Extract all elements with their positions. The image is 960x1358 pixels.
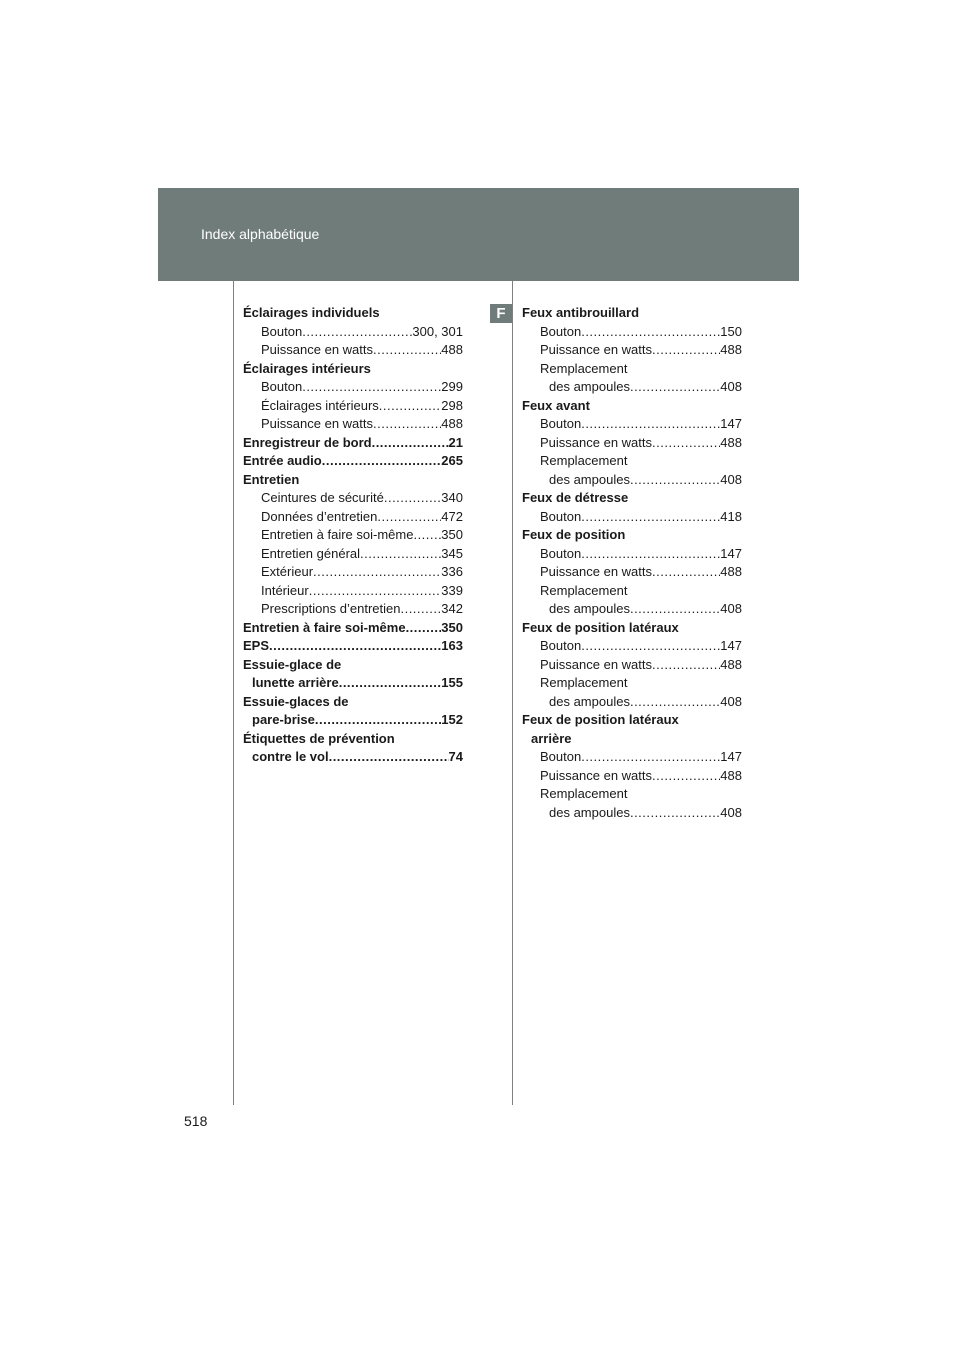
index-entry-page: 488 xyxy=(720,342,742,357)
index-entry-page: 74 xyxy=(448,749,463,764)
index-entry-page: 147 xyxy=(720,749,742,764)
index-entry-label: Essuie-glaces de xyxy=(243,693,349,709)
index-entry-label: Bouton xyxy=(540,749,582,764)
page-number: 518 xyxy=(184,1113,208,1129)
index-entry xyxy=(243,471,463,490)
index-entry xyxy=(243,656,463,675)
index-entry xyxy=(522,545,742,564)
index-entry-label: Bouton xyxy=(540,416,582,431)
index-entry xyxy=(522,767,742,786)
index-entry-leader xyxy=(630,693,720,712)
index-entry xyxy=(243,637,463,656)
index-entry-label: Feux de position xyxy=(522,527,626,542)
index-entry-label: Données d’entretien xyxy=(261,508,378,524)
index-entry xyxy=(522,693,742,712)
index-entry-label: Feux antibrouillard xyxy=(522,305,640,320)
index-entry-leader xyxy=(652,341,720,360)
index-entry-page: 345 xyxy=(441,545,463,561)
index-entry xyxy=(243,582,463,601)
index-entry xyxy=(243,600,463,619)
index-entry-leader xyxy=(413,526,441,545)
index-entry xyxy=(522,600,742,619)
index-entry-leader xyxy=(400,600,441,619)
index-entry-label: contre le vol xyxy=(252,749,329,764)
index-entry-page: 300, 301 xyxy=(412,323,463,339)
index-entry-leader xyxy=(329,748,449,767)
index-entry xyxy=(522,637,742,656)
index-entry-leader xyxy=(322,452,442,471)
index-entry-label: Éclairages individuels xyxy=(243,305,380,320)
index-entry-label: Puissance en watts xyxy=(540,342,653,357)
index-entry-page: 408 xyxy=(720,693,742,709)
index-entry xyxy=(243,304,463,323)
index-entry-leader xyxy=(302,323,412,342)
index-entry xyxy=(522,656,742,675)
index-entry-leader xyxy=(269,637,441,656)
index-entry-leader xyxy=(406,619,442,638)
index-entry xyxy=(522,434,742,453)
index-entry-label: des ampoules xyxy=(549,804,630,820)
index-entry-leader xyxy=(630,471,720,490)
index-entry-label: Bouton xyxy=(540,545,582,561)
index-entry-page: 298 xyxy=(441,397,463,413)
index-entry-page: 299 xyxy=(441,379,463,394)
index-entry xyxy=(522,508,742,527)
index-entry-leader xyxy=(360,545,441,564)
index-entry-page: 488 xyxy=(720,656,742,672)
index-entry xyxy=(522,785,742,804)
index-entry-label: Entrée audio xyxy=(243,453,322,468)
index-entry-page: 408 xyxy=(720,601,742,616)
index-entry-leader xyxy=(581,545,720,564)
index-entry-label: Puissance en watts xyxy=(540,767,653,783)
index-entry-label: Feux avant xyxy=(522,397,590,413)
index-entry-page: 152 xyxy=(441,712,463,727)
index-entry xyxy=(522,415,742,434)
index-entry-label: Entretien à faire soi-même xyxy=(261,527,414,542)
index-entry xyxy=(243,415,463,434)
index-entry-page: 488 xyxy=(441,416,463,431)
index-entry-page: 163 xyxy=(441,638,463,653)
index-entry-leader xyxy=(309,582,442,601)
right-column-rule xyxy=(512,281,513,1105)
index-entry xyxy=(243,748,463,767)
index-entry-page: 147 xyxy=(720,545,742,561)
index-entry-page: 488 xyxy=(720,767,742,783)
index-entry-label: Bouton xyxy=(540,508,582,524)
index-entry-label: Puissance en watts xyxy=(540,434,653,450)
index-entry-label: Remplacement xyxy=(540,786,628,801)
index-entry xyxy=(243,563,463,582)
index-entry-page: 350 xyxy=(441,527,463,542)
index-entry-label: Éclairages intérieurs xyxy=(261,397,379,413)
index-entry-leader xyxy=(630,600,720,619)
index-entry-label: Bouton xyxy=(540,323,582,339)
index-entry xyxy=(522,360,742,379)
index-entry xyxy=(243,434,463,453)
index-entry xyxy=(243,341,463,360)
index-entry-leader xyxy=(652,656,720,675)
index-entry-label: Bouton xyxy=(540,638,582,653)
index-entry-label: Enregistreur de bord xyxy=(243,434,372,450)
index-entry-leader xyxy=(581,508,720,527)
index-entry xyxy=(522,341,742,360)
index-entry xyxy=(243,674,463,693)
index-entry-label: arrière xyxy=(531,730,572,746)
index-entry xyxy=(522,489,742,508)
index-entry xyxy=(243,508,463,527)
index-entry-label: Remplacement xyxy=(540,453,628,468)
index-entry-label: pare-brise xyxy=(252,712,315,727)
index-entry-label: lunette arrière xyxy=(252,675,339,690)
index-entry-leader xyxy=(652,563,720,582)
index-entry-leader xyxy=(652,434,720,453)
index-entry-page: 350 xyxy=(441,619,463,635)
index-entry xyxy=(243,730,463,749)
index-entry-label: Éclairages intérieurs xyxy=(243,360,371,376)
index-entry xyxy=(522,730,742,749)
index-entry xyxy=(243,693,463,712)
index-entry-label: Puissance en watts xyxy=(261,416,374,431)
header-title: Index alphabétique xyxy=(201,226,320,242)
index-entry-label: Remplacement xyxy=(540,582,628,598)
index-entry-leader xyxy=(630,378,720,397)
index-entry-leader xyxy=(652,767,720,786)
index-entry-page: 150 xyxy=(720,323,742,339)
index-entry xyxy=(522,323,742,342)
index-entry-label: Entretien général xyxy=(261,545,361,561)
index-entry xyxy=(522,582,742,601)
index-entry xyxy=(243,452,463,471)
index-entry-label: Puissance en watts xyxy=(261,342,374,357)
index-entry xyxy=(243,378,463,397)
index-entry-label: des ampoules xyxy=(549,693,630,709)
index-entry xyxy=(522,304,742,323)
index-entry xyxy=(243,360,463,379)
index-entry-leader xyxy=(377,508,441,527)
index-entry-page: 336 xyxy=(441,564,463,579)
index-column-left xyxy=(243,304,463,767)
index-entry-page: 147 xyxy=(720,416,742,431)
index-entry-label: Étiquettes de prévention xyxy=(243,730,395,746)
index-entry-label: Intérieur xyxy=(261,582,309,598)
index-entry-label: Entretien xyxy=(243,471,300,487)
index-entry-leader xyxy=(581,323,720,342)
index-entry-leader xyxy=(315,711,441,730)
index-entry xyxy=(522,674,742,693)
index-entry-label: Extérieur xyxy=(261,564,314,579)
index-entry-leader xyxy=(302,378,441,397)
index-entry-page: 147 xyxy=(720,638,742,653)
index-entry xyxy=(522,378,742,397)
index-entry-label: EPS xyxy=(243,638,270,653)
index-entry-leader xyxy=(373,415,441,434)
index-entry xyxy=(243,323,463,342)
index-entry xyxy=(243,711,463,730)
index-entry-label: Remplacement xyxy=(540,360,628,376)
header-band xyxy=(158,188,799,281)
index-entry-page: 488 xyxy=(441,342,463,357)
index-entry xyxy=(522,397,742,416)
index-entry xyxy=(522,526,742,545)
index-entry xyxy=(522,711,742,730)
index-entry-page: 265 xyxy=(441,453,463,468)
index-entry-page: 340 xyxy=(441,490,463,505)
index-entry-label: Prescriptions d’entretien xyxy=(261,601,401,616)
index-entry xyxy=(243,545,463,564)
index-entry-page: 408 xyxy=(720,804,742,820)
index-entry-label: Bouton xyxy=(261,323,303,339)
index-entry-leader xyxy=(581,415,720,434)
index-entry xyxy=(243,619,463,638)
index-entry-leader xyxy=(379,397,442,416)
section-letter-tab: F xyxy=(490,304,512,323)
index-entry-label: Ceintures de sécurité xyxy=(261,490,384,505)
index-entry xyxy=(522,452,742,471)
index-entry-page: 418 xyxy=(720,508,742,524)
index-entry-page: 342 xyxy=(441,601,463,616)
index-entry-label: des ampoules xyxy=(549,379,630,394)
index-entry-label: Feux de position latéraux xyxy=(522,619,679,635)
index-entry-page: 472 xyxy=(441,508,463,524)
index-entry-leader xyxy=(581,637,720,656)
index-entry-page: 488 xyxy=(720,564,742,579)
index-entry xyxy=(243,397,463,416)
index-entry-label: Feux de détresse xyxy=(522,490,629,505)
index-entry-leader xyxy=(372,434,449,453)
index-entry-page: 408 xyxy=(720,379,742,394)
index-entry-label: des ampoules xyxy=(549,601,630,616)
index-entry-leader xyxy=(630,804,720,823)
index-entry-label: Remplacement xyxy=(540,675,628,690)
index-entry-label: Essuie-glace de xyxy=(243,656,342,672)
index-entry-page: 339 xyxy=(441,582,463,598)
index-entry-label: Entretien à faire soi-même xyxy=(243,619,406,635)
index-entry-page: 21 xyxy=(448,434,463,450)
index-entry xyxy=(522,748,742,767)
index-column-right xyxy=(522,304,742,822)
index-entry-page: 408 xyxy=(720,471,742,487)
index-entry-label: Puissance en watts xyxy=(540,564,653,579)
index-entry-label: des ampoules xyxy=(549,471,630,487)
index-entry-page: 488 xyxy=(720,434,742,450)
index-entry xyxy=(522,563,742,582)
index-entry xyxy=(522,804,742,823)
index-entry-label: Feux de position latéraux xyxy=(522,712,679,727)
left-column-rule xyxy=(233,281,234,1105)
index-entry-leader xyxy=(581,748,720,767)
index-entry xyxy=(243,526,463,545)
index-entry-leader xyxy=(313,563,441,582)
index-entry-label: Puissance en watts xyxy=(540,656,653,672)
index-entry-page: 155 xyxy=(441,675,463,690)
index-entry xyxy=(522,471,742,490)
index-entry-leader xyxy=(384,489,441,508)
index-entry-leader xyxy=(373,341,441,360)
index-entry xyxy=(522,619,742,638)
index-entry-label: Bouton xyxy=(261,379,303,394)
index-entry xyxy=(243,489,463,508)
index-entry-leader xyxy=(339,674,442,693)
